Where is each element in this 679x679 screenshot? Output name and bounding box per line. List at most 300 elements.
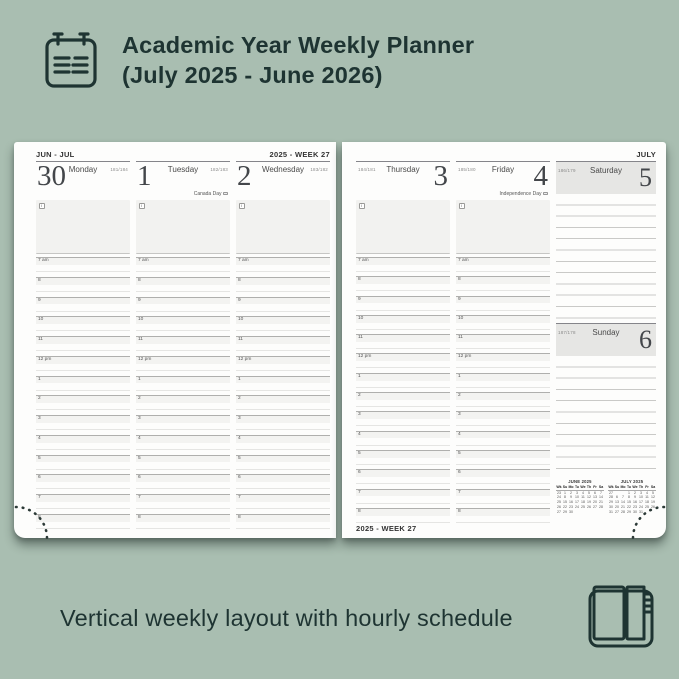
notes-box bbox=[236, 200, 330, 254]
hour-label: 6 bbox=[136, 475, 230, 482]
mini-calendar-header-cell: Tu bbox=[626, 485, 632, 489]
mini-calendar-cell: 7 bbox=[600, 490, 602, 495]
hour-row bbox=[236, 297, 330, 317]
hour-label: 2 bbox=[356, 393, 450, 400]
hour-row bbox=[236, 316, 330, 336]
mini-calendar-cell: 26 bbox=[587, 504, 591, 509]
hour-row bbox=[136, 336, 230, 356]
hour-label: 12 pm bbox=[136, 357, 230, 364]
hour-row bbox=[136, 376, 230, 396]
day-of-year-counter: 183/182 bbox=[310, 167, 328, 172]
mini-calendar-cell: 11 bbox=[645, 495, 649, 500]
hour-row bbox=[136, 435, 230, 455]
mini-calendar-cell: 24 bbox=[575, 504, 579, 509]
hour-row bbox=[456, 353, 550, 372]
mini-calendar-cell: 10 bbox=[639, 495, 643, 500]
mini-calendar-cell: 28 bbox=[621, 509, 625, 514]
hour-label: 10 bbox=[236, 317, 330, 324]
hour-grid bbox=[456, 257, 550, 527]
mini-calendar-cell: 12 bbox=[651, 495, 655, 500]
mini-calendar-header-cell: Fr bbox=[645, 485, 649, 489]
hour-label: 12 pm bbox=[36, 357, 130, 364]
hour-row bbox=[456, 508, 550, 527]
hour-row bbox=[136, 257, 230, 277]
weekend-day-header bbox=[556, 323, 656, 356]
mini-calendar-cell: 27 bbox=[615, 509, 619, 514]
hour-row bbox=[136, 316, 230, 336]
mini-calendar-cell: 19 bbox=[651, 500, 655, 505]
day-header bbox=[136, 160, 230, 192]
mini-calendar-cell: 18 bbox=[581, 500, 585, 505]
hour-grid bbox=[236, 257, 330, 534]
mini-calendar-cell: 14 bbox=[599, 495, 603, 500]
footer-week-label: 2025 - WEEK 27 bbox=[356, 524, 417, 533]
hour-label: 7 bbox=[236, 495, 330, 502]
day-name-label: Thursday bbox=[386, 165, 420, 174]
hour-label: 4 bbox=[236, 436, 330, 443]
left-page-header bbox=[36, 148, 330, 159]
hour-label: 9 bbox=[456, 297, 550, 304]
mini-calendar-cell: 16 bbox=[633, 500, 637, 505]
day-of-year-counter: 185/180 bbox=[458, 167, 476, 172]
hour-label: 1 bbox=[236, 377, 330, 384]
hour-label: 8 bbox=[136, 278, 230, 285]
day-name-label: Monday bbox=[68, 165, 98, 174]
hour-label: 1 bbox=[356, 374, 450, 381]
hour-grid bbox=[356, 257, 450, 527]
mini-calendar-cell: 23 bbox=[569, 504, 573, 509]
hour-row bbox=[36, 336, 130, 356]
mini-calendar-cell: 27 bbox=[593, 504, 597, 509]
day-header bbox=[356, 160, 450, 192]
hour-label: 11 bbox=[136, 337, 230, 344]
mini-calendar-header-cell: Fr bbox=[593, 485, 597, 489]
month-range-label: JUN - JUL bbox=[36, 150, 75, 159]
mini-calendar-cell: 27 bbox=[609, 490, 613, 495]
hour-row bbox=[36, 514, 130, 534]
hour-row bbox=[236, 257, 330, 277]
hour-grid bbox=[36, 257, 130, 534]
mini-calendar-cell: 28 bbox=[609, 495, 613, 500]
hour-label: 9 bbox=[356, 297, 450, 304]
mini-calendar-cell: 12 bbox=[587, 495, 591, 500]
hour-row bbox=[36, 435, 130, 455]
day-date-number: 1 bbox=[137, 160, 152, 192]
mini-calendar-cell: 11 bbox=[581, 495, 585, 500]
mini-calendar-cell: 30 bbox=[569, 509, 573, 514]
hour-label: 11 bbox=[36, 337, 130, 344]
mini-calendar-cell: 8 bbox=[628, 495, 630, 500]
hour-label: 11 bbox=[236, 337, 330, 344]
hour-label: 3 bbox=[36, 416, 130, 423]
mini-calendar-cell: 9 bbox=[634, 495, 636, 500]
hour-row bbox=[236, 415, 330, 435]
day-column bbox=[356, 161, 450, 527]
info-icon: i bbox=[239, 203, 246, 210]
product-header bbox=[44, 31, 474, 90]
mini-calendar-cell: 24 bbox=[557, 495, 561, 500]
mini-calendar-cell: 10 bbox=[575, 495, 579, 500]
mini-calendar-cell: 16 bbox=[569, 500, 573, 505]
mini-calendar-cell: 5 bbox=[588, 490, 590, 495]
hour-label: 5 bbox=[136, 456, 230, 463]
mini-calendar-cell: 17 bbox=[639, 500, 643, 505]
hour-label: 5 bbox=[356, 451, 450, 458]
mini-calendar-cell: 29 bbox=[609, 500, 613, 505]
hour-row bbox=[236, 435, 330, 455]
hour-label: 6 bbox=[356, 470, 450, 477]
mini-calendar-row bbox=[556, 510, 604, 515]
hour-label: 9 bbox=[36, 298, 130, 305]
hour-grid bbox=[136, 257, 230, 534]
mini-calendar-cell: 6 bbox=[616, 495, 618, 500]
hour-label: 1 bbox=[36, 377, 130, 384]
title-line-2: (July 2025 - June 2026) bbox=[122, 61, 383, 88]
right-day-columns bbox=[356, 161, 656, 527]
mini-calendar-header-cell: Wk bbox=[556, 485, 562, 489]
hour-row bbox=[456, 257, 550, 276]
mini-calendar-cell bbox=[598, 510, 604, 515]
mini-calendar-cell: 4 bbox=[646, 490, 648, 495]
mini-calendar-cell: 30 bbox=[633, 509, 637, 514]
day-name-label: Sunday bbox=[592, 328, 620, 337]
day-header bbox=[456, 160, 550, 192]
mini-calendar-cell: 17 bbox=[575, 500, 579, 505]
hour-label: 7 am bbox=[236, 258, 330, 265]
hour-label: 7 bbox=[36, 495, 130, 502]
mini-calendars bbox=[556, 479, 656, 514]
day-date-number: 30 bbox=[37, 160, 66, 192]
mini-calendar-cell: 15 bbox=[627, 500, 631, 505]
mini-calendar-cell: 6 bbox=[594, 490, 596, 495]
title-line-1: Academic Year Weekly Planner bbox=[122, 32, 475, 58]
mini-calendar-cell: 21 bbox=[599, 500, 603, 505]
hour-label: 4 bbox=[456, 432, 550, 439]
hour-row bbox=[136, 277, 230, 297]
day-date-number: 5 bbox=[639, 163, 652, 192]
hour-label: 5 bbox=[456, 451, 550, 458]
mini-calendar-cell: 15 bbox=[563, 500, 567, 505]
mini-calendar-cell: 1 bbox=[564, 490, 566, 495]
mini-calendar-cell: 27 bbox=[557, 509, 561, 514]
hour-row bbox=[456, 296, 550, 315]
day-date-number: 3 bbox=[433, 160, 448, 192]
feature-caption: Vertical weekly layout with hourly schedule bbox=[60, 604, 513, 631]
hour-row bbox=[456, 469, 550, 488]
hour-row bbox=[356, 315, 450, 334]
hour-label: 12 pm bbox=[456, 354, 550, 361]
hour-label: 5 bbox=[236, 456, 330, 463]
hour-row bbox=[136, 474, 230, 494]
hour-row bbox=[136, 297, 230, 317]
hour-row bbox=[356, 431, 450, 450]
mini-calendar-cell: 18 bbox=[645, 500, 649, 505]
mini-calendar-cell: 2 bbox=[570, 490, 572, 495]
holiday-flag-icon bbox=[223, 192, 228, 196]
mini-calendar-cell: 23 bbox=[633, 504, 637, 509]
mini-calendar-cell: 4 bbox=[582, 490, 584, 495]
notes-box bbox=[456, 200, 550, 254]
hour-label: 7 am bbox=[136, 258, 230, 265]
hour-row bbox=[136, 514, 230, 534]
day-date-number: 6 bbox=[639, 325, 652, 354]
mini-calendar-cell: 31 bbox=[639, 509, 643, 514]
hour-label: 6 bbox=[36, 475, 130, 482]
mini-calendar-cell: 26 bbox=[651, 504, 655, 509]
mini-calendar-cell: 2 bbox=[634, 490, 636, 495]
hour-label: 1 bbox=[136, 377, 230, 384]
hour-label: 10 bbox=[456, 316, 550, 323]
hour-label: 7 am bbox=[36, 258, 130, 265]
hour-label: 3 bbox=[136, 416, 230, 423]
holiday-flag-icon bbox=[543, 192, 548, 196]
day-of-year-counter: 186/179 bbox=[558, 168, 576, 173]
hour-row bbox=[236, 455, 330, 475]
day-name-label: Friday bbox=[491, 165, 515, 174]
hour-row bbox=[36, 356, 130, 376]
hour-label: 12 pm bbox=[236, 357, 330, 364]
notes-box bbox=[136, 200, 230, 254]
mini-calendar-header-cell: Su bbox=[562, 485, 568, 489]
hour-row bbox=[36, 297, 130, 317]
mini-calendar-title: JUNE 2025 bbox=[568, 479, 592, 484]
hour-row bbox=[236, 376, 330, 396]
hour-label: 10 bbox=[36, 317, 130, 324]
product-footer bbox=[60, 583, 656, 653]
hour-row bbox=[356, 373, 450, 392]
mini-calendar-header-cell: We bbox=[580, 485, 586, 489]
hour-row bbox=[456, 392, 550, 411]
day-of-year-counter: 182/183 bbox=[210, 167, 228, 172]
mini-calendar-cell: 26 bbox=[557, 504, 561, 509]
hour-label: 4 bbox=[136, 436, 230, 443]
mini-calendar-header-cell: Tu bbox=[574, 485, 580, 489]
hour-row bbox=[36, 395, 130, 415]
weekend-day-header bbox=[556, 161, 656, 194]
mini-calendar-header-cell: Mo bbox=[568, 485, 574, 489]
hour-row bbox=[36, 376, 130, 396]
hour-label: 6 bbox=[236, 475, 330, 482]
day-name-label: Saturday bbox=[589, 166, 623, 175]
hour-label: 8 bbox=[136, 515, 230, 522]
hour-label: 11 bbox=[456, 335, 550, 342]
mini-calendar-cell: 20 bbox=[593, 500, 597, 505]
mini-calendar-title: JULY 2025 bbox=[620, 479, 644, 484]
hour-label: 5 bbox=[36, 456, 130, 463]
hour-row bbox=[136, 395, 230, 415]
mini-calendar-cell: 30 bbox=[609, 504, 613, 509]
hour-label: 8 bbox=[456, 509, 550, 516]
page-title bbox=[122, 31, 474, 90]
hour-row bbox=[456, 489, 550, 508]
hour-row bbox=[356, 489, 450, 508]
mini-calendar-header-cell: We bbox=[632, 485, 638, 489]
weekend-column bbox=[556, 161, 656, 514]
open-planner-icon bbox=[584, 583, 656, 653]
hour-row bbox=[236, 336, 330, 356]
hour-row bbox=[356, 353, 450, 372]
hour-row bbox=[36, 415, 130, 435]
hour-label: 11 bbox=[356, 335, 450, 342]
hour-row bbox=[136, 494, 230, 514]
mini-calendar bbox=[608, 479, 656, 514]
hour-label: 1 bbox=[456, 374, 550, 381]
hour-row bbox=[356, 276, 450, 295]
day-column bbox=[236, 161, 330, 534]
left-day-columns bbox=[36, 161, 330, 534]
mini-calendar-cell: 29 bbox=[627, 509, 631, 514]
hour-label: 7 am bbox=[356, 258, 450, 265]
day-name-label: Wednesday bbox=[261, 165, 305, 174]
hour-label: 8 bbox=[456, 277, 550, 284]
hour-label: 7 bbox=[356, 490, 450, 497]
hour-row bbox=[356, 296, 450, 315]
hour-row bbox=[456, 315, 550, 334]
hour-row bbox=[456, 276, 550, 295]
hour-label: 12 pm bbox=[356, 354, 450, 361]
day-name-label: Tuesday bbox=[167, 165, 199, 174]
mini-calendar-cell: 22 bbox=[563, 504, 567, 509]
hour-row bbox=[236, 395, 330, 415]
hour-row bbox=[36, 455, 130, 475]
hour-row bbox=[456, 334, 550, 353]
mini-calendar-cell: 23 bbox=[557, 490, 561, 495]
hour-label: 10 bbox=[136, 317, 230, 324]
mini-calendar-cell: 1 bbox=[628, 490, 630, 495]
mini-calendar-cell: 7 bbox=[622, 495, 624, 500]
hour-label: 2 bbox=[236, 396, 330, 403]
mini-calendar-cell: 8 bbox=[564, 495, 566, 500]
month-label: JULY bbox=[636, 150, 656, 159]
hour-row bbox=[236, 474, 330, 494]
hour-row bbox=[36, 316, 130, 336]
hour-row bbox=[236, 356, 330, 376]
notes-box bbox=[356, 200, 450, 254]
hour-row bbox=[136, 415, 230, 435]
hour-row bbox=[236, 277, 330, 297]
mini-calendar-header-cell: Wk bbox=[608, 485, 614, 489]
holiday-name: Canada Day bbox=[193, 191, 222, 197]
planner-spread bbox=[14, 142, 666, 538]
hour-row bbox=[236, 514, 330, 534]
hour-label: 3 bbox=[456, 412, 550, 419]
hour-row bbox=[356, 334, 450, 353]
hour-row bbox=[456, 431, 550, 450]
day-date-number: 2 bbox=[237, 160, 252, 192]
hour-row bbox=[136, 356, 230, 376]
hour-row bbox=[236, 494, 330, 514]
hour-label: 9 bbox=[236, 298, 330, 305]
mini-calendar-cell: 25 bbox=[557, 500, 561, 505]
hour-label: 7 bbox=[456, 490, 550, 497]
day-header bbox=[36, 160, 130, 192]
hour-row bbox=[356, 450, 450, 469]
mini-calendar-header-cell: Th bbox=[638, 485, 644, 489]
mini-calendar-header-cell: Sa bbox=[650, 485, 656, 489]
mini-calendar-header-cell: Mo bbox=[620, 485, 626, 489]
info-icon: i bbox=[459, 203, 466, 210]
hour-label: 8 bbox=[236, 515, 330, 522]
mini-calendar-cell: 31 bbox=[609, 509, 613, 514]
mini-calendar bbox=[556, 479, 604, 514]
hour-row bbox=[456, 373, 550, 392]
hour-row bbox=[36, 494, 130, 514]
mini-calendar-cell: 13 bbox=[615, 500, 619, 505]
saturday-ruled-lines bbox=[556, 194, 656, 323]
hour-label: 10 bbox=[356, 316, 450, 323]
hour-label: 6 bbox=[456, 470, 550, 477]
hour-label: 8 bbox=[356, 509, 450, 516]
calendar-icon bbox=[44, 31, 98, 89]
hour-label: 3 bbox=[356, 412, 450, 419]
hour-label: 8 bbox=[36, 515, 130, 522]
mini-calendar-header-cell: Th bbox=[586, 485, 592, 489]
hour-row bbox=[36, 474, 130, 494]
hour-row bbox=[36, 257, 130, 277]
day-column bbox=[136, 161, 230, 534]
mini-calendar-header-cell: Sa bbox=[598, 485, 604, 489]
hour-row bbox=[356, 392, 450, 411]
week-label: 2025 - WEEK 27 bbox=[269, 150, 330, 159]
hour-label: 8 bbox=[36, 278, 130, 285]
day-header bbox=[236, 160, 330, 192]
day-of-year-counter: 184/181 bbox=[358, 167, 376, 172]
day-of-year-counter: 181/184 bbox=[110, 167, 128, 172]
planner-left-page bbox=[14, 142, 336, 538]
day-of-year-counter: 187/178 bbox=[558, 330, 576, 335]
hour-label: 7 am bbox=[456, 258, 550, 265]
hour-label: 8 bbox=[236, 278, 330, 285]
mini-calendar-cell: 21 bbox=[621, 504, 625, 509]
mini-calendar-row bbox=[608, 510, 656, 515]
day-date-number: 4 bbox=[533, 160, 548, 192]
mini-calendar-cell: 24 bbox=[639, 504, 643, 509]
hour-label: 2 bbox=[456, 393, 550, 400]
mini-calendar-cell: 20 bbox=[615, 504, 619, 509]
notes-box bbox=[36, 200, 130, 254]
hour-row bbox=[356, 257, 450, 276]
hour-row bbox=[456, 450, 550, 469]
hour-label: 3 bbox=[236, 416, 330, 423]
info-icon: i bbox=[359, 203, 366, 210]
mini-calendar-cell: 3 bbox=[640, 490, 642, 495]
hour-row bbox=[36, 277, 130, 297]
info-icon: i bbox=[139, 203, 146, 210]
mini-calendar-cell: 25 bbox=[581, 504, 585, 509]
hour-row bbox=[136, 455, 230, 475]
hour-label: 4 bbox=[36, 436, 130, 443]
mini-calendar-cell bbox=[650, 510, 656, 515]
holiday-name: Independence Day bbox=[499, 191, 542, 197]
mini-calendar-cell: 19 bbox=[587, 500, 591, 505]
hour-row bbox=[356, 411, 450, 430]
hour-label: 9 bbox=[136, 298, 230, 305]
planner-right-page bbox=[342, 142, 666, 538]
day-column bbox=[36, 161, 130, 534]
mini-calendar-header-cell: Su bbox=[614, 485, 620, 489]
hour-label: 2 bbox=[36, 396, 130, 403]
mini-calendar-cell: 22 bbox=[627, 504, 631, 509]
info-icon: i bbox=[39, 203, 46, 210]
mini-calendar-cell: 3 bbox=[576, 490, 578, 495]
hour-label: 7 bbox=[136, 495, 230, 502]
hour-row bbox=[456, 411, 550, 430]
mini-calendar-cell: 28 bbox=[599, 504, 603, 509]
mini-calendar-cell: 25 bbox=[645, 504, 649, 509]
mini-calendar-cell: 9 bbox=[570, 495, 572, 500]
right-page-header bbox=[356, 148, 656, 159]
sunday-ruled-lines bbox=[556, 356, 656, 474]
